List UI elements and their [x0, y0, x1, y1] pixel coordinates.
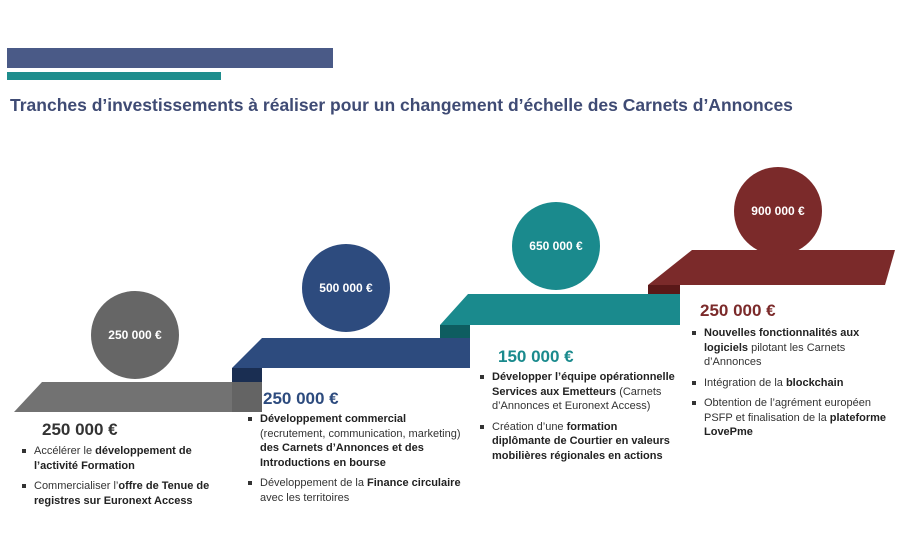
step-1-bullet-2: Commercialiser l’offre de Tenue de registres sur Euronext Access	[20, 479, 220, 508]
step-2-bullet-2: Développement de la Finance circulaire avec les territoires	[246, 476, 474, 505]
step-2-bullet-1: Développement commercial (recrutement, communication, marketing) des Carnets d’Annonces et des Introductions en bourse	[246, 412, 474, 470]
step-3-bullet-1: Développer l’équipe opérationnelle Services aux Emetteurs (Carnets d’Annonces et Euronext Access)	[478, 370, 678, 414]
step-1-shadow	[232, 382, 262, 412]
step-3-bullets	[478, 370, 678, 469]
step-4-bullet-2: Intégration de la blockchain	[690, 376, 895, 391]
step-4-bullets	[690, 326, 895, 446]
step-4-bullet-3: Obtention de l’agrément européen PSFP et finalisation de la plateforme LovePme	[690, 396, 895, 440]
page-title: Tranches d’investissements à réaliser pour un changement d’échelle des Carnets d’Annonces	[10, 95, 793, 115]
step-1-top	[14, 382, 262, 412]
step-4-circle: 900 000 €	[734, 167, 822, 255]
step-4-amount: 250 000 €	[700, 301, 776, 320]
step-1-bullets	[20, 444, 220, 514]
step-3-circle: 650 000 €	[512, 202, 600, 290]
step-2-top	[232, 338, 470, 368]
step-1-bullet-1: Accélérer le développement de l’activité Formation	[20, 444, 220, 473]
step-3-top	[440, 294, 680, 325]
step-2-bullets	[246, 412, 474, 511]
step-4-top	[648, 250, 895, 285]
step-4-bullet-1: Nouvelles fonctionnalités aux logiciels pilotant les Carnets d’Annonces	[690, 326, 895, 370]
step-1-circle: 250 000 €	[91, 291, 179, 379]
step-1-amount: 250 000 €	[42, 420, 118, 439]
step-2-circle: 500 000 €	[302, 244, 390, 332]
step-3-bullet-2: Création d’une formation diplômante de Courtier en valeurs mobilières régionales en actions	[478, 420, 678, 464]
step-2-amount: 250 000 €	[263, 389, 339, 408]
step-3-amount: 150 000 €	[498, 347, 574, 366]
